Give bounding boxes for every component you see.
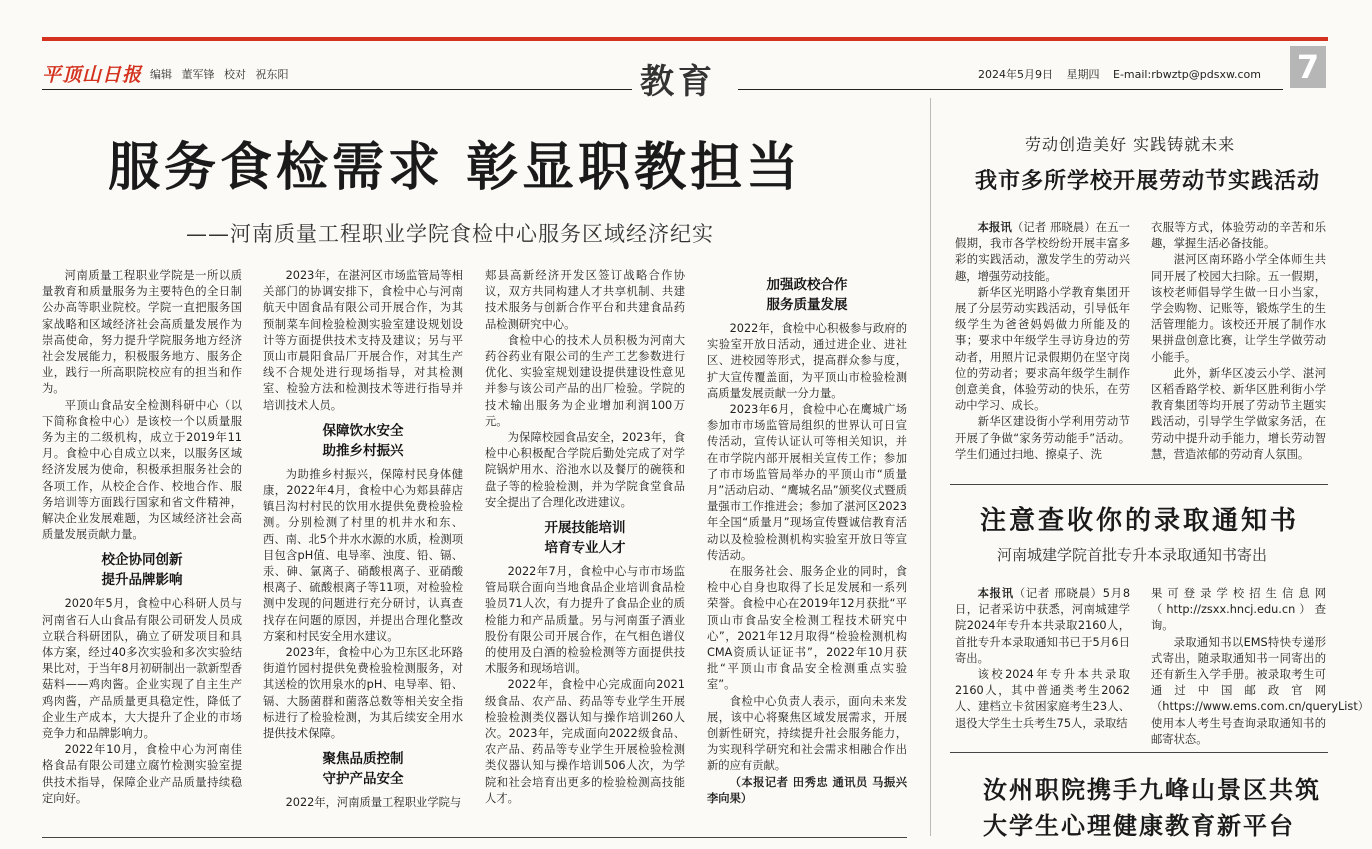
section-heading: 聚焦品质控制 守护产品安全 — [322, 751, 404, 788]
editor-name: 董军锋 — [181, 68, 215, 81]
article-subtitle-admission: 河南城建学院首批专升本录取通知书寄出 — [997, 546, 1268, 564]
masthead-rule-left — [42, 89, 632, 90]
email-text: E-mail:rbwztp@pdsxw.com — [1113, 68, 1261, 81]
paragraph: 在五一假期，我市各学校纷纷开展丰富多彩的实践活动，激发学生的劳动兴趣，增强劳动技能。 — [955, 221, 1130, 283]
top-red-bar — [42, 37, 1328, 41]
admission-column-1 — [955, 586, 1130, 732]
masthead-rule-right — [738, 89, 1283, 90]
paragraph: 在服务社会、服务企业的同时，食检中心自身也取得了长足发展和一系列荣誉。食检中心在2019年12月获批“平顶山市食品安全检测工程技术研究中心”，2021年12月取得“检验检测机构CMA资质认证证书”，2022年10月获批“平顶山市食品安全检测重点实验室”。 — [707, 565, 907, 692]
paragraph: 新华区光明路小学教育集团开展了分层劳动实践活动，引导低年级学生为爸爸妈妈做力所能及的事；要求中年级学生寻访身边的劳动者，用照片记录假期仍在坚守岗位的劳动者；要求高年级学生制作创意美食，体验劳动的快乐，在劳动中学习、成长。 — [955, 285, 1130, 413]
article-byline: （本报记者 田秀忠 通讯员 马振兴 李向果） — [707, 775, 907, 805]
paragraph: 该校2024年专升本共录取2160人，其中普通类考生2062人、建档立卡贫困家庭考生23人、退役大学生士兵考生75人，录取结 — [955, 668, 1130, 730]
section-heading: 校企协同创新 提升品牌影响 — [101, 552, 183, 589]
section-heading: 加强政校合作 服务质量发展 — [766, 277, 848, 313]
section-heading: 保障饮水安全 助推乡村振兴 — [322, 422, 404, 459]
proof-name: 祝东阳 — [255, 68, 289, 81]
paragraph: 为助推乡村振兴，保障村民身体健康，2022年4月，食检中心为郏县薛店镇吕沟村村民的饮用水提供免费检验检测。分别检测了村里的机井水和东、西、南、北5个井水水源的水质，检测项目包含pH值、电导率、浊度、铅、镉、汞、砷、氯离子、硝酸根离子、亚硝酸根离子、硫酸根离子等11项，对检验检测中发现的问题进行充分研讨，认真查找存在问题的原因，并提出合理化整改方案和村民安全用水建议。 — [263, 467, 463, 643]
weekday-text: 星期四 — [1066, 68, 1100, 81]
paragraph: 5月8日，记者采访中获悉，河南城建学院2024年专升本共录取2160人，首批专升本录取通知书已于5月6日寄出。 — [955, 587, 1130, 665]
paragraph: 2023年，在湛河区市场监管局等相关部门的协调安排下，食检中心与河南航天中固食品有限公司开展合作，为其预制菜车间检验检测实验室建设规划设计等方面提供技术支持及建议；另与平顶山市晨阳食品厂开展合作，对其生产线不合规处进行现场指导，对其检测室、检验方法和检测技术等进行指导并培训技术人员。 — [263, 269, 463, 412]
paragraph: 2023年6月，食检中心在鹰城广场参加市市场监管局组织的世界认可日宣传活动，宣传认证认可等相关知识，并在市学院内部开展相关宣传工作；参加了市市场监管局举办的平顶山市“质量月”活动启动、“鹰城名品”颁奖仪式暨质量强市工作推进会；参加了湛河区2023年全国“质量月”现场宣传暨诚信教育活动以及检验检测机构实验室开放日等宣传活动。 — [707, 403, 907, 562]
paragraph: 2023年，食检中心为卫东区北环路街道竹园村提供免费检验检测服务，对其送检的饮用泉水的pH、电导率、铅、镉、大肠菌群和菌落总数等相关安全指标进行了检验检测，为其后续安全用水提供技术保障。 — [263, 646, 463, 741]
article-separator — [950, 484, 1328, 485]
paragraph: 录取通知书以EMS特快专递形式寄出，随录取通知书一同寄出的还有新生入学手册。被录取考生可通过中国邮政官网（https://www.ems.com.cn/queryList）使用本人考生号查询录取通知书的邮寄状态。 — [1151, 635, 1370, 746]
paragraph: 新华区建设街小学利用劳动节开展了争做“家务劳动能手”活动。学生们通过扫地、擦桌子、洗 — [955, 415, 1130, 461]
paragraph: 食检中心的技术人员积极为河南大药谷药业有限公司的生产工艺参数进行优化、实验室规划建设提供建设性意见并参与该公司产品的出厂检验。学院的技术输出服务为企业增加利润100万元。 — [485, 333, 685, 428]
article-separator — [950, 752, 1328, 753]
article-column-1 — [42, 268, 242, 807]
editor-label: 编辑 — [150, 68, 172, 81]
reporter-credit: （记者 邢晓晨） — [1011, 221, 1096, 234]
editor-credits — [150, 66, 295, 82]
bottom-rule — [42, 837, 907, 838]
news-lead: 本报讯 — [977, 587, 1014, 600]
article-column-3 — [485, 268, 685, 807]
paragraph: 河南质量工程职业学院是一所以质量教育和质量服务为主要特色的全日制公办高等职业院校。学院一直把服务国家战略和区域经济社会高质量发展作为崇高使命，努力提升学院服务地方经济社会发展能力，积极服务地方、服务企业，践行一所高职院校应有的担当和作为。 — [42, 269, 242, 396]
article-column-2 — [263, 268, 463, 811]
article-column-4 — [707, 268, 907, 807]
paragraph: 2022年7月，食检中心与市市场监管局联合面向当地食品企业培训食品检验员71人次，有力提升了食品企业的质检能力和产品质量。另与河南蛋子酒业股份有限公司开展合作，在气相色谱仪的使用及白酒的检验检测等方面提供技术服务和现场培训。 — [485, 565, 685, 676]
newspaper-logo: 平顶山日报 — [42, 64, 143, 86]
main-subhead: ——河南质量工程职业学院食检中心服务区域经济纪实 — [186, 222, 714, 246]
paragraph: 2020年5月，食检中心科研人员与河南省石人山食品有限公司研发人员成立联合科研团队，确立了研发项目和具体方案，经过40多次实验和多次实验结果比对，于当年8月初研制出一款新型香菇料——鸡肉酱。企业实现了自主生产鸡肉酱，产品质量更具稳定性，降低了企业生产成本，大大提升了企业的市场竞争力和品牌影响力。 — [42, 597, 242, 741]
labor-column-1 — [955, 220, 1130, 463]
paragraph: 郏县高新经济开发区签订战略合作协议，双方共同构建人才共享机制、共建技术服务与创新合作平台和共建食品药品检测研究中心。 — [485, 269, 685, 331]
section-title: 教育 — [640, 62, 716, 102]
paragraph: 为保障校园食品安全，2023年，食检中心积极配合学院后勤处完成了对学院锅炉用水、浴池水以及餐厅的碗筷和盘子等的检验检测，并为学院食堂食品安全提出了合理化改进建议。 — [485, 431, 685, 509]
paragraph: 此外，新华区凌云小学、湛河区稻香路学校、新华区胜利街小学教育集团等均开展了劳动节主题实践活动，引导学生学做家务活，在劳动中提升动手能力，增长劳动智慧，营造浓郁的劳动育人氛围。 — [1151, 366, 1326, 461]
paragraph: 平顶山食品安全检测科研中心（以下简称食检中心）是该校一个以质量服务为主的二级机构，成立于2019年11月。食检中心自成立以来，以服务区域经济发展为使命，积极承担服务社会的各项工作，从校企合作、校地合作、服务培训等方面践行国家和省文件精神，解决企业发展难题，为区域经济社会高质量发展贡献力量。 — [42, 398, 242, 542]
news-lead: 本报讯 — [977, 221, 1012, 234]
article-kicker: 劳动创造美好 实践铸就未来 — [1025, 135, 1236, 154]
article-title-labor: 我市多所学校开展劳动节实践活动 — [975, 168, 1321, 194]
paragraph: 2022年10月，食检中心为河南佳格食品有限公司建立腐竹检测实验室提供技术指导，保障企业产品质量持续稳定向好。 — [42, 743, 242, 805]
reporter-credit: （记者 邢晓晨） — [1013, 587, 1103, 600]
proof-label: 校对 — [224, 68, 246, 81]
article-title-ruzhou: 汝州职院携手九峰山景区共筑 大学生心理健康教育新平台 — [983, 775, 1321, 840]
paragraph: 2022年，食检中心积极参与政府的实验室开放日活动，通过进企业、进社区、进校园等形式，提高群众参与度，扩大宣传覆盖面，为平顶山市检验检测高质量发展贡献一分力量。 — [707, 322, 907, 400]
paragraph: 果可登录学校招生信息网（http://zsxx.hncj.edu.cn）查询。 — [1151, 587, 1326, 633]
paragraph: 食检中心负责人表示，面向未来发展，该中心将聚焦区域发展需求，开展创新性研究，持续提升社会服务能力，为实现科学研究和社会需求相融合作出新的应有贡献。 — [707, 694, 907, 773]
paragraph: 2022年，食检中心完成面向2021级食品、农产品、药品等专业学生开展检验检测类仪器认知与操作培训260人次。2023年，完成面向2022级食品、农产品、药品等专业学生开展检验检测类仪器认知与操作培训506人次，为学院和社会培育出更多的检验检测高技能人才。 — [485, 678, 685, 805]
article-title-admission: 注意查收你的录取通知书 — [980, 506, 1300, 536]
paragraph: 衣服等方式，体验劳动的辛苦和乐趣，掌握生活必备技能。 — [1151, 221, 1326, 251]
paragraph: 湛河区南环路小学全体师生共同开展了校园大扫除。五一假期，该校老师倡导学生做一日小当家，学会购物、记账等，锻炼学生的生活管理能力。该校还开展了制作水果拼盘创意比赛，让学生学做劳动小能手。 — [1151, 253, 1326, 364]
date-text: 2024年5月9日 — [978, 68, 1053, 81]
column-divider — [930, 98, 931, 836]
section-heading: 开展技能培训 培育专业人才 — [544, 520, 626, 557]
issue-date — [978, 66, 1271, 82]
labor-column-2 — [1151, 220, 1326, 463]
page-number: 7 — [1290, 46, 1326, 88]
admission-column-2 — [1151, 586, 1370, 748]
main-headline: 服务食检需求 彰显职教担当 — [108, 137, 803, 198]
paragraph: 2022年，河南质量工程职业学院与 — [285, 796, 462, 810]
